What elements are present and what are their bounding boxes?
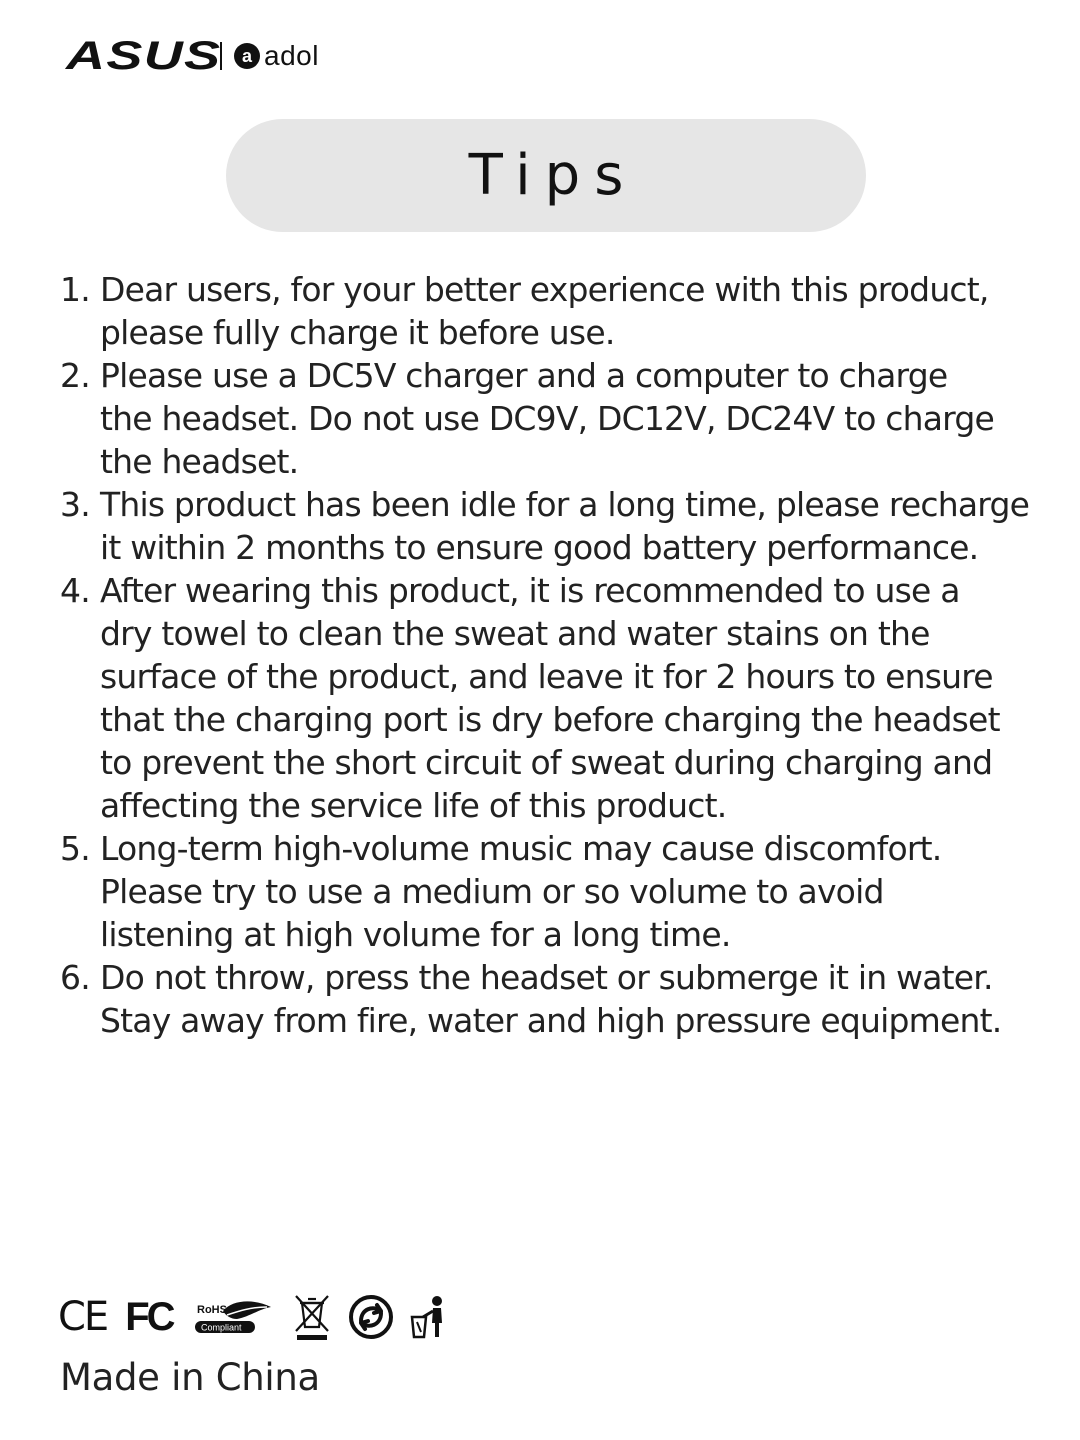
tip-text: Do not throw, press the headset or submerge it in water. Stay away from fire, water and high pressure equipment. (100, 958, 1002, 1040)
compliance-icons (58, 1292, 449, 1342)
made-in-label: Made in China (60, 1356, 320, 1399)
ce-mark-icon: CE (58, 1294, 108, 1340)
tip-number: 6. (60, 958, 90, 997)
tip-text: Long-term high-volume music may cause discomfort. Please try to use a medium or so volume to avoid listening at high volume for a long time. (100, 829, 942, 954)
list-item (60, 956, 1040, 1042)
tips-title-pill (226, 119, 866, 232)
header-logos (66, 34, 319, 78)
tip-text: Dear users, for your better experience with this product, please fully charge it before use. (100, 270, 989, 352)
tip-number: 1. (60, 270, 90, 309)
tip-number: 2. (60, 356, 90, 395)
list-item (60, 483, 1040, 569)
list-item (60, 569, 1040, 827)
asus-logo: ASUS (66, 34, 222, 78)
svg-text:Compliant: Compliant (200, 1322, 242, 1333)
fcc-mark-icon: FC (125, 1294, 173, 1339)
tip-number: 3. (60, 485, 90, 524)
svg-text:RoHS: RoHS (196, 1304, 227, 1316)
weee-bin-icon (293, 1293, 331, 1341)
list-item (60, 268, 1040, 354)
tip-text: After wearing this product, it is recommended to use a dry towel to clean the sweat and water stains on the surface of the product, and leave it for 2 hours to ensure that the charging port is dry before charging the headset to prevent the short circuit of sweat during charging and affecting the service life of this product. (100, 571, 1000, 825)
tip-text: This product has been idle for a long time, please recharge it within 2 months to ensure good battery performance. (100, 485, 1030, 567)
green-dot-recycle-icon (349, 1295, 393, 1339)
rohs-leaf-icon (193, 1297, 275, 1337)
adol-logo-text: adol (264, 40, 319, 71)
list-item (60, 827, 1040, 956)
tip-text: Please use a DC5V charger and a computer to charge the headset. Do not use DC9V, DC12V, DC24V to charge the headset. (100, 356, 995, 481)
tip-number: 5. (60, 829, 90, 868)
page-title: Tips (468, 143, 638, 208)
adol-logo-icon: a (234, 43, 260, 69)
tidyman-icon (409, 1295, 449, 1339)
tips-list (60, 268, 1040, 1042)
list-item (60, 354, 1040, 483)
tip-number: 4. (60, 571, 90, 610)
